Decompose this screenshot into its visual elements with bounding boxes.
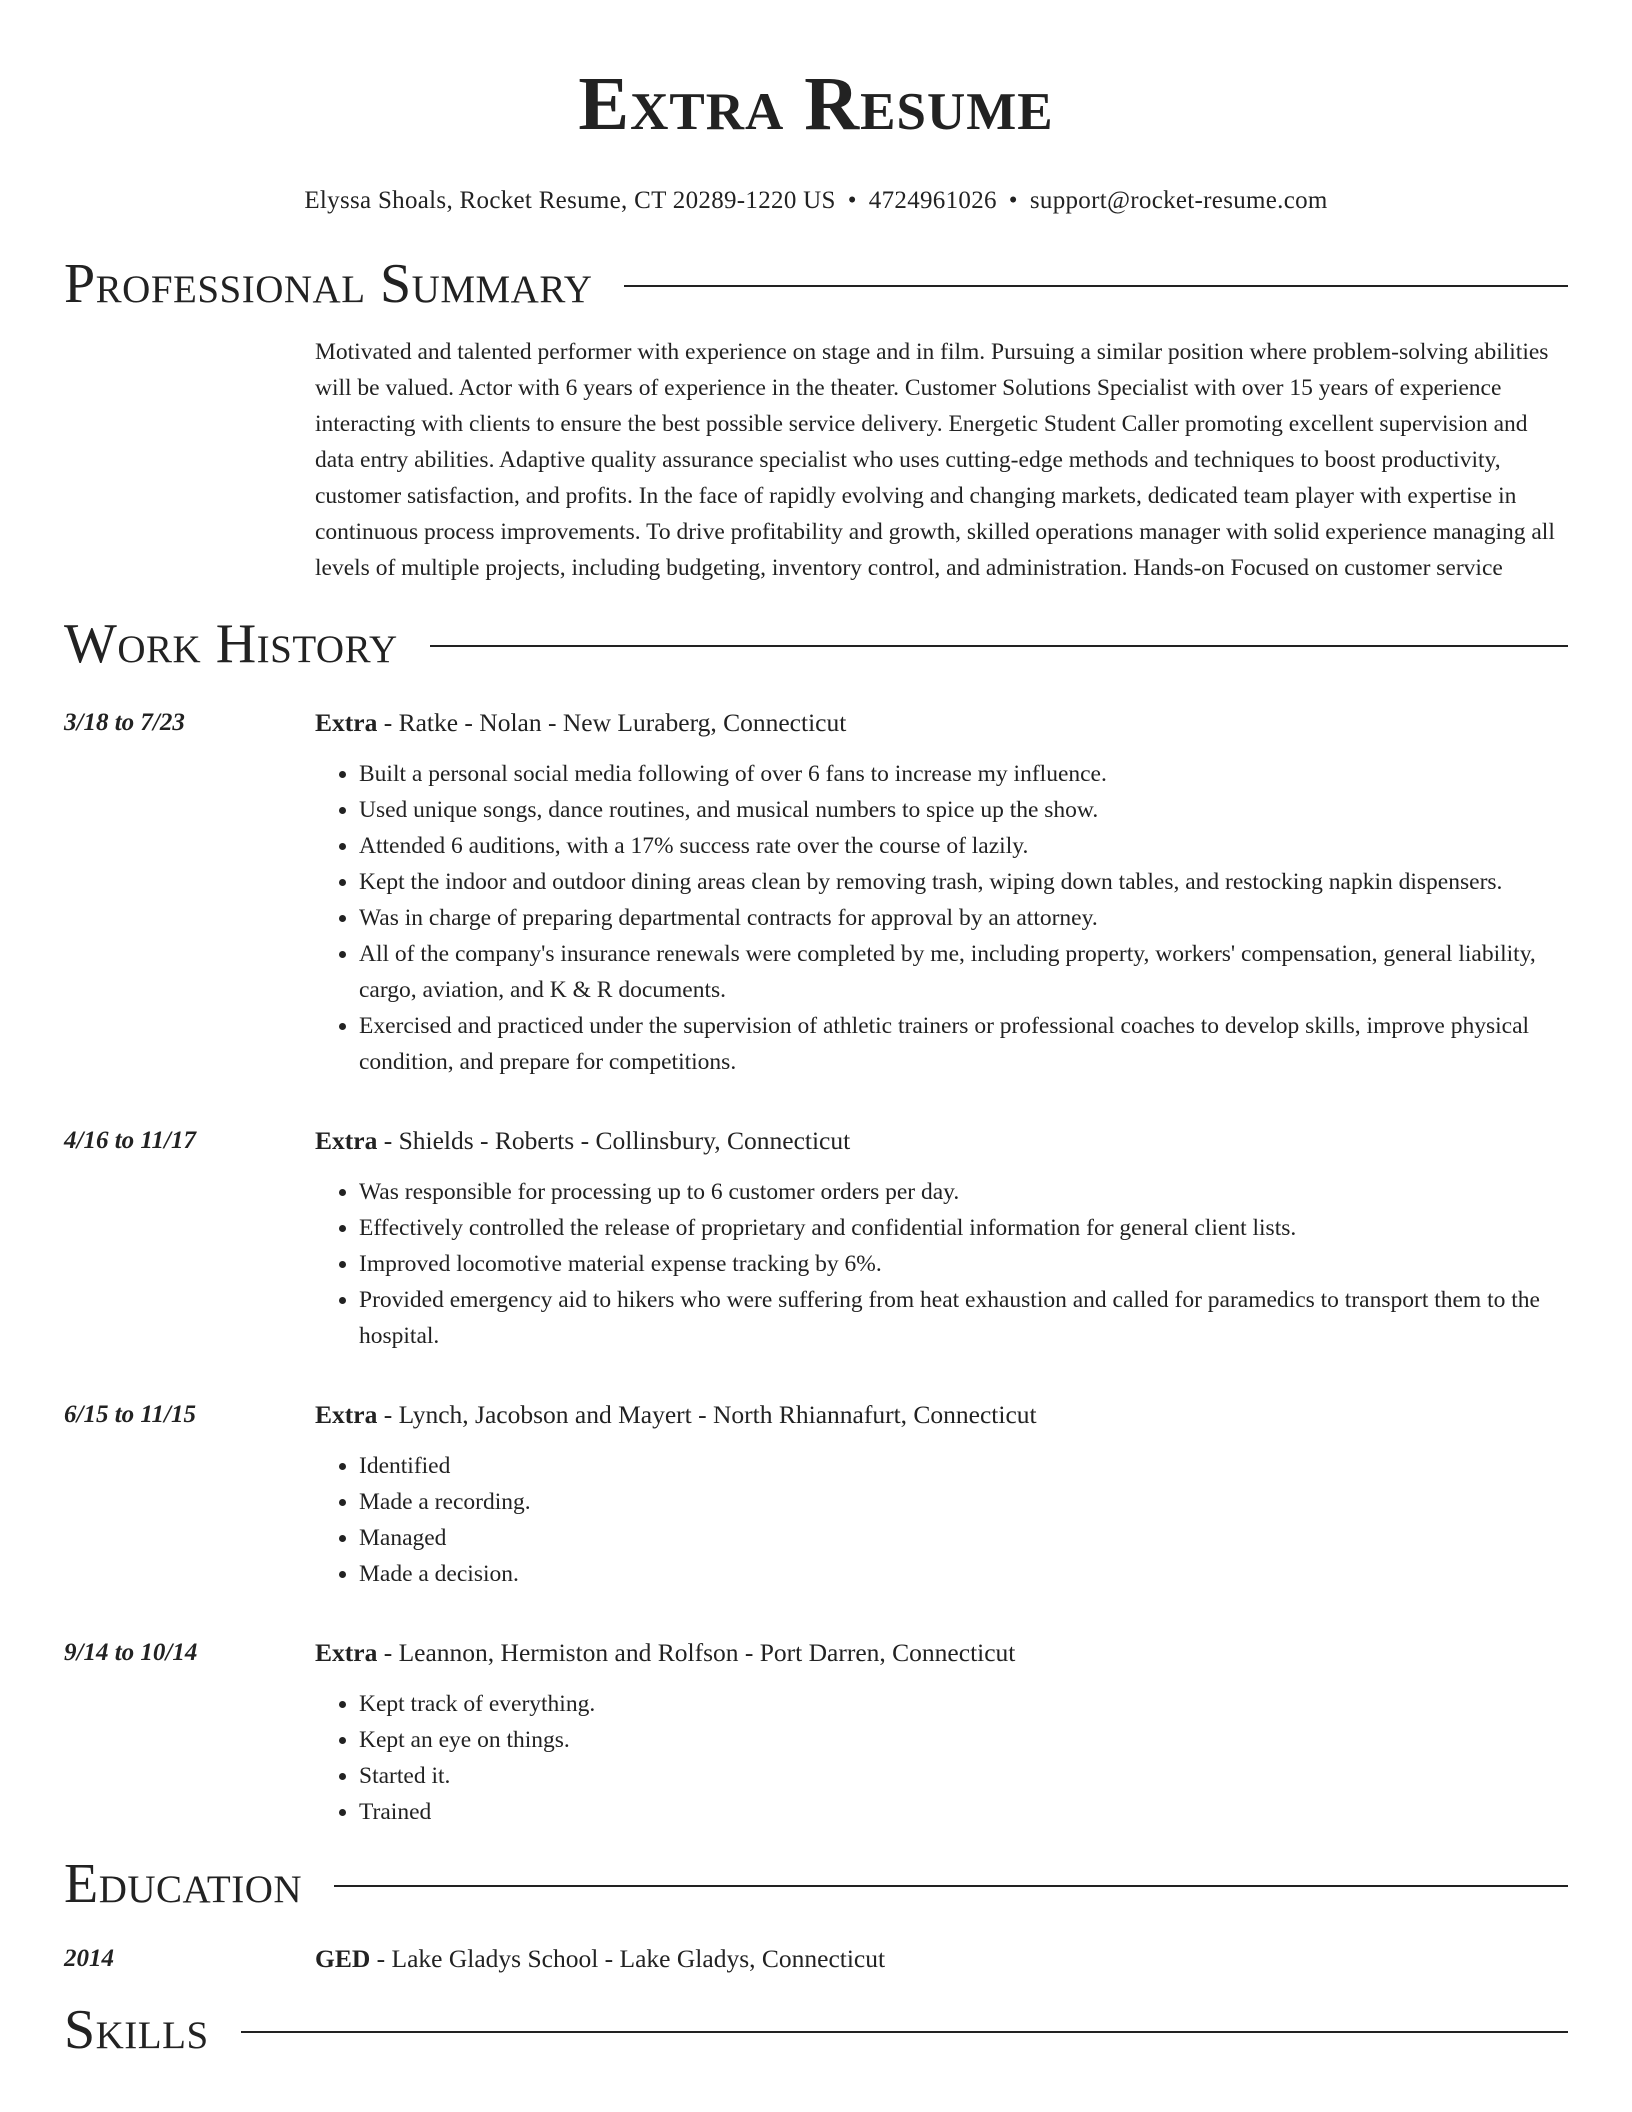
resume-title: Extra Resume [578, 62, 1054, 146]
job-bullet: • Attended 6 auditions, with a 17% success rate over the course of lazily. [359, 828, 1568, 864]
education-heading [315, 1942, 1568, 1976]
summary-section-header [64, 252, 1568, 316]
job-bullet: • Made a recording. [359, 1484, 1568, 1520]
job-entry [64, 706, 1568, 1080]
job-bullet: • Identified [359, 1448, 1568, 1484]
job-employer-location: - Leannon, Hermiston and Rolfson - Port Darren, Connecticut [377, 1638, 1016, 1667]
job-bullet: • Built a personal social media following of over 6 fans to increase my influence. [359, 756, 1568, 792]
section-divider [334, 1885, 1568, 1887]
education-entry [64, 1942, 1568, 1976]
job-dates: 9/14 to 10/14 [64, 1639, 198, 1666]
education-year: 2014 [64, 1945, 114, 1972]
education-heading: Education [64, 1853, 303, 1915]
skills-heading: Skills [64, 1999, 209, 2061]
job-bullet: • Used unique songs, dance routines, and musical numbers to spice up the show. [359, 792, 1568, 828]
job-bullet-list [315, 1448, 1568, 1592]
job-bullet: • Kept the indoor and outdoor dining areas clean by removing trash, wiping down tables, and restocking napkin dispensers. [359, 864, 1568, 900]
skills-section-header [64, 1998, 1568, 2062]
education-school-location: - Lake Gladys School - Lake Gladys, Connecticut [370, 1944, 886, 1973]
job-dates: 6/15 to 11/15 [64, 1401, 196, 1428]
job-dates: 4/16 to 11/17 [64, 1127, 196, 1154]
job-bullet: • Kept an eye on things. [359, 1722, 1568, 1758]
job-employer-location: - Shields - Roberts - Collinsbury, Connecticut [377, 1126, 851, 1155]
section-divider [624, 285, 1568, 287]
contact-address: Elyssa Shoals, Rocket Resume, CT 20289-1220 US [304, 187, 836, 214]
job-entry [64, 1636, 1568, 1830]
job-bullet-list [315, 756, 1568, 1080]
job-bullet: • Improved locomotive material expense tracking by 6%. [359, 1246, 1568, 1282]
section-divider [430, 645, 1568, 647]
job-role: Extra [315, 1126, 378, 1155]
work-history-list [64, 706, 1568, 1830]
job-bullet: • Exercised and practiced under the supervision of athletic trainers or professional coaches to develop skills, improve physical condition, and prepare for competitions. [359, 1008, 1568, 1080]
summary-text: Motivated and talented performer with experience on stage and in film. Pursuing a similar position where problem-solving abilities will be valued. Actor with 6 years of experience in the theater. Customer Solutions Specialist with over 15 years of experience interacting with clients to ensure the best possible service delivery. Energetic Student Caller promoting excellent supervision and data entry abilities. Adaptive quality assurance specialist who uses cutting-edge methods and techniques to boost productivity, customer satisfaction, and profits. In the face of rapidly evolving and changing markets, dedicated team player with expertise in continuous process improvements. To drive profitability and growth, skilled operations manager with solid experience managing all levels of multiple projects, including budgeting, inventory control, and administration. Hands-on Focused on customer service [315, 339, 1555, 581]
contact-email: support@rocket-resume.com [1029, 187, 1328, 214]
contact-line [64, 184, 1568, 218]
job-heading [315, 706, 1568, 740]
job-heading [315, 1124, 1568, 1158]
job-bullet: • Made a decision. [359, 1556, 1568, 1592]
job-bullet: • Managed [359, 1520, 1568, 1556]
job-bullet: • Was in charge of preparing departmental contracts for approval by an attorney. [359, 900, 1568, 936]
job-role: Extra [315, 1638, 378, 1667]
job-bullet: • Was responsible for processing up to 6 customer orders per day. [359, 1174, 1568, 1210]
job-bullet: • Started it. [359, 1758, 1568, 1794]
job-body [315, 1636, 1568, 1830]
contact-separator: • [847, 187, 857, 214]
job-bullet: • Trained [359, 1794, 1568, 1830]
education-list [64, 1942, 1568, 1976]
work-section-header [64, 612, 1568, 676]
job-role: Extra [315, 708, 378, 737]
job-body [315, 1124, 1568, 1354]
job-entry [64, 1398, 1568, 1592]
contact-phone: 4724961026 [868, 187, 997, 214]
job-employer-location: - Lynch, Jacobson and Mayert - North Rhiannafurt, Connecticut [377, 1400, 1037, 1429]
job-entry [64, 1124, 1568, 1354]
job-role: Extra [315, 1400, 378, 1429]
job-bullet: • Effectively controlled the release of proprietary and confidential information for general client lists. [359, 1210, 1568, 1246]
job-bullet: • Provided emergency aid to hikers who were suffering from heat exhaustion and called for paramedics to transport them to the hospital. [359, 1282, 1568, 1354]
job-dates: 3/18 to 7/23 [64, 709, 185, 736]
job-body [315, 706, 1568, 1080]
job-employer-location: - Ratke - Nolan - New Luraberg, Connecticut [377, 708, 847, 737]
job-body [315, 1398, 1568, 1592]
job-bullet: • All of the company's insurance renewals were completed by me, including property, workers' compensation, general liability, cargo, aviation, and K & R documents. [359, 936, 1568, 1008]
job-heading [315, 1398, 1568, 1432]
education-section-header [64, 1852, 1568, 1916]
work-heading: Work History [64, 613, 398, 675]
job-bullet-list [315, 1174, 1568, 1354]
education-degree: GED [315, 1944, 371, 1973]
contact-separator: • [1008, 187, 1018, 214]
summary-heading: Professional Summary [64, 253, 593, 315]
job-bullet: • Kept track of everything. [359, 1686, 1568, 1722]
job-heading [315, 1636, 1568, 1670]
section-divider [241, 2031, 1568, 2033]
job-bullet-list [315, 1686, 1568, 1830]
